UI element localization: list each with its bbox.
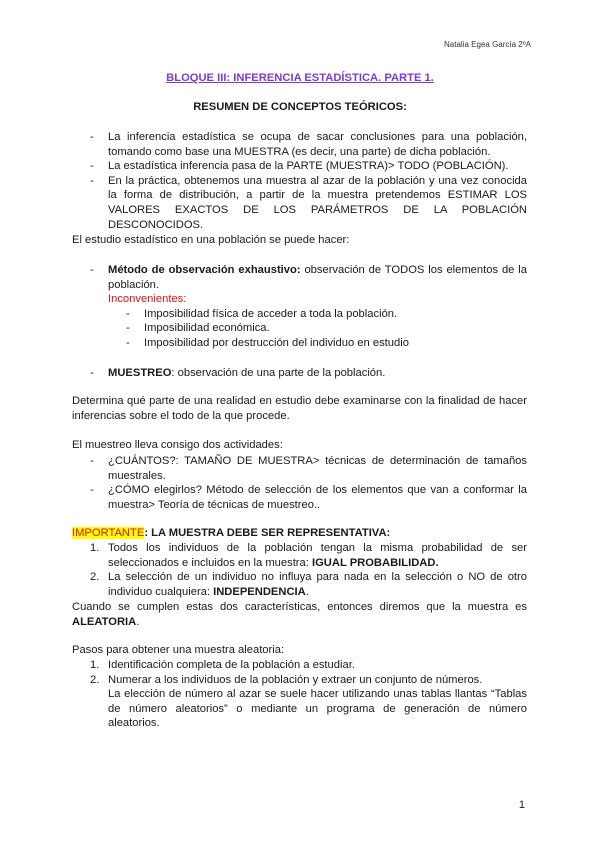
step-number: 2. (90, 673, 100, 686)
intro-list (72, 130, 527, 232)
important-text: LA MUESTRA DEBE SER REPRESENTATIVA: (148, 527, 391, 539)
page-number: 1 (518, 799, 525, 811)
method-exhaustive-label: Método de observación exhaustivo: (108, 264, 301, 276)
steps-list (72, 658, 527, 731)
activity-item: - ¿CUÁNTOS?: TAMAÑO DE MUESTRA> técnicas de determinación de tamaños muestrales. (72, 454, 527, 483)
condition-number: 2. (90, 571, 100, 584)
step-item (72, 658, 527, 673)
document-subtitle: RESUMEN DE CONCEPTOS TEÓRICOS: (193, 101, 407, 113)
condition-item (72, 541, 527, 570)
inconveniente-item: - Imposibilidad económica. (72, 321, 527, 336)
important-label: IMPORTANTE (72, 527, 145, 539)
step-item (72, 673, 527, 731)
determina-paragraph: Determina qué parte de una realidad en estudio debe examinarse con la finalidad de hacer inferencias sobre el todo de la que procede. (72, 395, 527, 422)
muestreo-intro: El muestreo lleva consigo dos actividades: (72, 439, 283, 451)
inconveniente-item: - Imposibilidad por destrucción del individuo en estudio (72, 336, 527, 351)
step-text: Numerar a los individuos de la población y extraer un conjunto de números. (108, 673, 483, 686)
method-exhaustive (72, 263, 527, 307)
condition-text: La selección de un individuo no influya para nada en la selección o NO de otro individuo cualquiera: (108, 571, 527, 598)
step-extra: La elección de número al azar se suele hacer utilizando unas tablas llantas “Tablas de número aleatorios” o mediante un programa de generación de número aleatorios. (108, 688, 527, 730)
step-text: Identificación completa de la población a estudiar. (108, 659, 355, 671)
method-exhaustive-text: observación de TODOS los elementos de la población. (108, 264, 527, 291)
study-intro: El estudio estadístico en una población se puede hacer: (72, 234, 350, 246)
intro-bullet: - La inferencia estadística se ocupa de sacar conclusiones para una población, tomando como base una MUESTRA (es decir, una parte) de dicha población. (72, 130, 527, 159)
condition-bold: INDEPENDENCIA (213, 585, 306, 598)
aleatoria-bold: ALEATORIA (72, 615, 137, 628)
aleatoria-after: . (136, 615, 140, 628)
inconvenientes-label: Inconvenientes: (108, 293, 187, 306)
methods-list (72, 263, 527, 351)
condition-number: 1. (90, 542, 100, 554)
method-muestreo-block (72, 366, 527, 381)
steps-intro: Pasos para obtener una muestra aleatoria: (72, 644, 285, 656)
intro-bullet: - La estadística inferencia pasa de la PARTE (MUESTRA)> TODO (POBLACIÓN). (72, 159, 527, 174)
inconveniente-item: - Imposibilidad física de acceder a toda la población. (72, 307, 527, 322)
aleatoria-paragraph (72, 600, 527, 629)
activities-list (72, 454, 527, 512)
method-muestreo-text: : observación de una parte de la población. (171, 367, 386, 379)
conditions-list (72, 541, 527, 599)
important-heading (72, 526, 527, 541)
document-title: BLOQUE III: INFERENCIA ESTADÍSTICA. PARTE 1. (166, 72, 434, 84)
method-muestreo-label: MUESTREO (108, 367, 172, 379)
condition-after: . (305, 585, 309, 598)
method-muestreo (72, 366, 527, 381)
inconvenientes-list (72, 307, 527, 351)
activity-item: - ¿CÓMO elegirlos? Método de selección de los elementos que van a conformar la muestra> Teoría de técnicas de muestreo.. (72, 483, 527, 512)
step-number: 1. (90, 659, 100, 671)
important-colon: : (144, 527, 149, 539)
aleatoria-text: Cuando se cumplen estas dos características, entonces diremos que la muestra es (72, 601, 527, 613)
intro-bullet: - En la práctica, obtenemos una muestra al azar de la población y una vez conocida la forma de distribución, a partir de la muestra pretendemos ESTIMAR LOS VALORES EXACTOS DE LOS PARÁMETROS DE LA POBLACIÓN DESCONOCIDOS. (72, 174, 527, 232)
page-header-author: Natalia Egea García 2ºA (444, 40, 531, 49)
condition-bold: IGUAL PROBABILIDAD. (311, 556, 439, 569)
condition-text: Todos los individuos de la población tengan la misma probabilidad de ser seleccionados e incluidos en la muestra: (108, 542, 527, 569)
condition-item (72, 570, 527, 599)
